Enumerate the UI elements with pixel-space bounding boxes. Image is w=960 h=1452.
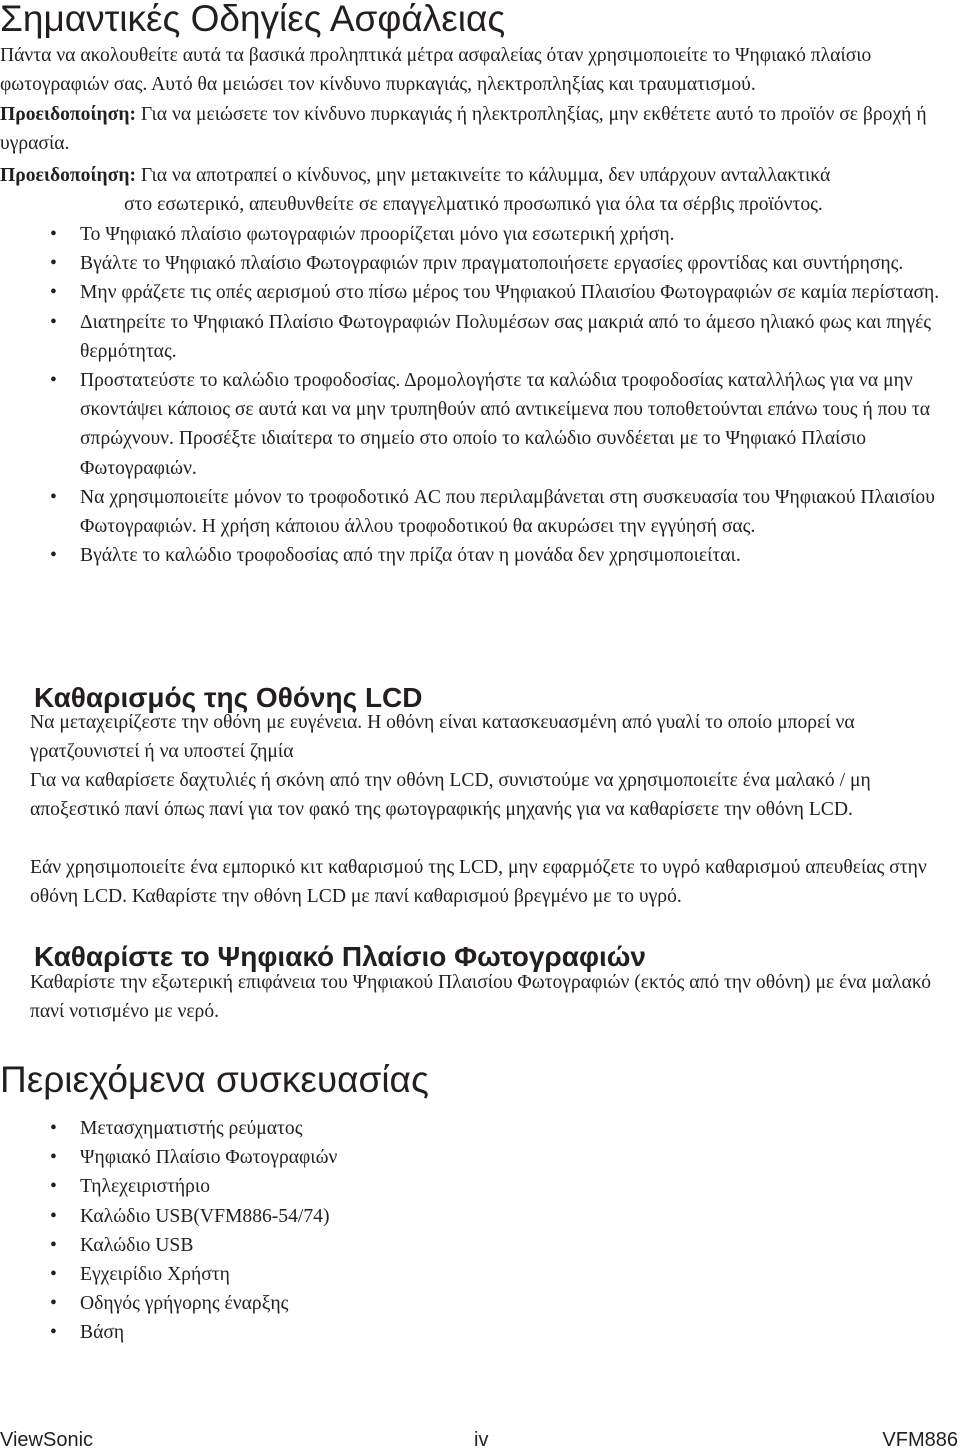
section-title-frame-clean: Καθαρίστε το Ψηφιακό Πλαίσιο Φωτογραφιών bbox=[34, 941, 646, 972]
bullet-icon: • bbox=[50, 1176, 57, 1198]
list-item-text: Προστατεύστε το καλώδιο τροφοδοσίας. Δρομολογήστε τα καλώδια τροφοδοσίας καταλλήλως για να μην σκοντάψει κάποιος σε αυτά και να μην τρυπηθούν από αντικείμενα που τοποθετούνται επάνω τους ή που τα σπρώχνουν. Προσέξτε ιδιαίτερα το σημείο στο οποίο το καλώδιο συνδέεται με το Ψηφιακό Πλαίσιο Φωτογραφιών. bbox=[80, 370, 931, 479]
list-item-text: Οδηγός γρήγορης έναρξης bbox=[80, 1293, 289, 1315]
list-item bbox=[0, 1202, 960, 1231]
bullet-icon: • bbox=[50, 1205, 57, 1227]
bullet-icon: • bbox=[50, 1147, 57, 1169]
list-item-text: Μετασχηματιστής ρεύματος bbox=[80, 1118, 303, 1139]
list-item bbox=[0, 1231, 960, 1260]
bullet-icon: • bbox=[50, 486, 57, 508]
bullet-icon: • bbox=[50, 1234, 57, 1256]
list-item bbox=[0, 1318, 960, 1347]
warning-text: Για να μειώσετε τον κίνδυνο πυρκαγιάς ή ηλεκτροπληξίας, μην εκθέτετε αυτό το προϊόν σε βροχή ή υγρασία. bbox=[0, 104, 927, 155]
list-item bbox=[0, 1289, 960, 1318]
bullet-icon: • bbox=[50, 1264, 57, 1286]
bullet-icon: • bbox=[50, 253, 57, 275]
bullet-icon: • bbox=[50, 224, 57, 245]
lcd-paragraph: Για να καθαρίσετε δαχτυλιές ή σκόνη από την οθόνη LCD, συνιστούμε να χρησιμοποιείτε ένα μαλακό / μη αποξεστικό πανί όπως πανί για τον φακό της φωτογραφικής μηχανής για να καθαρίσετε την οθόνη LCD. bbox=[30, 770, 871, 821]
warning-text-continuation: στο εσωτερικό, απευθυνθείτε σε επαγγελματικό προσωπικό για όλα τα σέρβις προϊόντος. bbox=[124, 194, 823, 216]
frame-clean-paragraph: Καθαρίστε την εξωτερική επιφάνεια του Ψηφιακού Πλαισίου Φωτογραφιών (εκτός από την οθόνη) με ένα μαλακό πανί νοτισμένο με νερό. bbox=[30, 972, 932, 1023]
safety-intro: Πάντα να ακολουθείτε αυτά τα βασικά προληπτικά μέτρα ασφαλείας όταν χρησιμοποιείτε το Ψηφιακό πλαίσιο φωτογραφιών σας. Αυτό θα μειώσει τον κίνδυνο πυρκαγιάς, ηλεκτροπληξίας και τραυματισμού. bbox=[0, 45, 872, 96]
footer-brand: ViewSonic bbox=[0, 1429, 94, 1451]
bullet-icon: • bbox=[50, 545, 57, 567]
list-item-text: Καλώδιο USB bbox=[80, 1234, 194, 1256]
bullet-icon: • bbox=[50, 311, 57, 333]
list-item-text: Καλώδιο USB(VFM886-54/74) bbox=[80, 1205, 330, 1227]
list-item bbox=[0, 1260, 960, 1289]
list-item-text: Εγχειρίδιο Χρήστη bbox=[80, 1264, 230, 1286]
list-item-text: Να χρησιμοποιείτε μόνον το τροφοδοτικό AC που περιλαμβάνεται στη συσκευασία του Ψηφιακού Πλαισίου Φωτογραφιών. Η χρήση κάποιου άλλου τροφοδοτικού θα ακυρώσει την εγγύησή σας. bbox=[80, 486, 935, 538]
list-item bbox=[0, 1114, 960, 1143]
bullet-icon: • bbox=[50, 1322, 57, 1344]
list-item bbox=[0, 220, 960, 249]
list-item bbox=[0, 1143, 960, 1172]
list-item-text: Τηλεχειριστήριο bbox=[80, 1176, 210, 1198]
page-title: Σημαντικές Οδηγίες Ασφάλειας bbox=[0, 0, 506, 39]
section-title-package: Περιεχόμενα συσκευασίας bbox=[0, 1059, 429, 1100]
bullet-icon: • bbox=[50, 1293, 57, 1315]
lcd-paragraph: Εάν χρησιμοποιείτε ένα εμπορικό κιτ καθαρισμού της LCD, μην εφαρμόζετε το υγρό καθαρισμού απευθείας στην οθόνη LCD. Καθαρίστε την οθόνη LCD με πανί καθαρισμού βρεγμένο με το υγρό. bbox=[30, 857, 927, 908]
list-item bbox=[0, 366, 960, 483]
list-item-text: Βγάλτε το καλώδιο τροφοδοσίας από την πρίζα όταν η μονάδα δεν χρησιμοποιείται. bbox=[80, 545, 741, 567]
list-item-text: Βάση bbox=[80, 1322, 125, 1344]
footer-model: VFM886 bbox=[882, 1429, 958, 1451]
list-item bbox=[0, 249, 960, 278]
list-item-text: Ψηφιακό Πλαίσιο Φωτογραφιών bbox=[80, 1147, 338, 1169]
warning-text: Για να αποτραπεί ο κίνδυνος, μην μετακινείτε το κάλυμμα, δεν υπάρχουν ανταλλακτικά bbox=[135, 165, 831, 186]
list-item bbox=[0, 483, 960, 541]
list-item bbox=[0, 1172, 960, 1201]
list-item-text: Μην φράζετε τις οπές αερισμού στο πίσω μέρος του Ψηφιακού Πλαισίου Φωτογραφιών σε καμία περίσταση. bbox=[80, 282, 940, 304]
lcd-paragraph: Να μεταχειρίζεστε την οθόνη με ευγένεια. Η οθόνη είναι κατασκευασμένη από γυαλί το οποίο μπορεί να γρατζουνιστεί ή να υποστεί ζημία bbox=[30, 712, 855, 763]
section-title-lcd: Καθαρισμός της Οθόνης LCD bbox=[34, 682, 423, 713]
bullet-icon: • bbox=[50, 1118, 57, 1139]
warning-label: Προειδοποίηση: bbox=[0, 104, 136, 125]
warning-paragraph-2 bbox=[0, 161, 960, 219]
list-item-text: Το Ψηφιακό πλαίσιο φωτογραφιών προορίζεται μόνο για εσωτερική χρήση. bbox=[80, 224, 675, 245]
warning-label: Προειδοποίηση: bbox=[0, 165, 136, 186]
bullet-icon: • bbox=[50, 370, 57, 392]
footer-page-number: iv bbox=[474, 1429, 489, 1451]
list-item-text: Βγάλτε το Ψηφιακό πλαίσιο Φωτογραφιών πριν πραγματοποιήσετε εργασίες φροντίδας και συντήρησης. bbox=[80, 253, 904, 275]
list-item bbox=[0, 541, 960, 570]
list-item bbox=[0, 308, 960, 366]
list-item-text: Διατηρείτε το Ψηφιακό Πλαίσιο Φωτογραφιών Πολυμέσων σας μακριά από το άμεσο ηλιακό φως και πηγές θερμότητας. bbox=[80, 311, 932, 362]
list-item bbox=[0, 278, 960, 307]
bullet-icon: • bbox=[50, 282, 57, 304]
warning-paragraph-1 bbox=[0, 100, 955, 158]
package-contents-list bbox=[0, 1114, 960, 1348]
safety-bullet-list bbox=[0, 220, 960, 570]
